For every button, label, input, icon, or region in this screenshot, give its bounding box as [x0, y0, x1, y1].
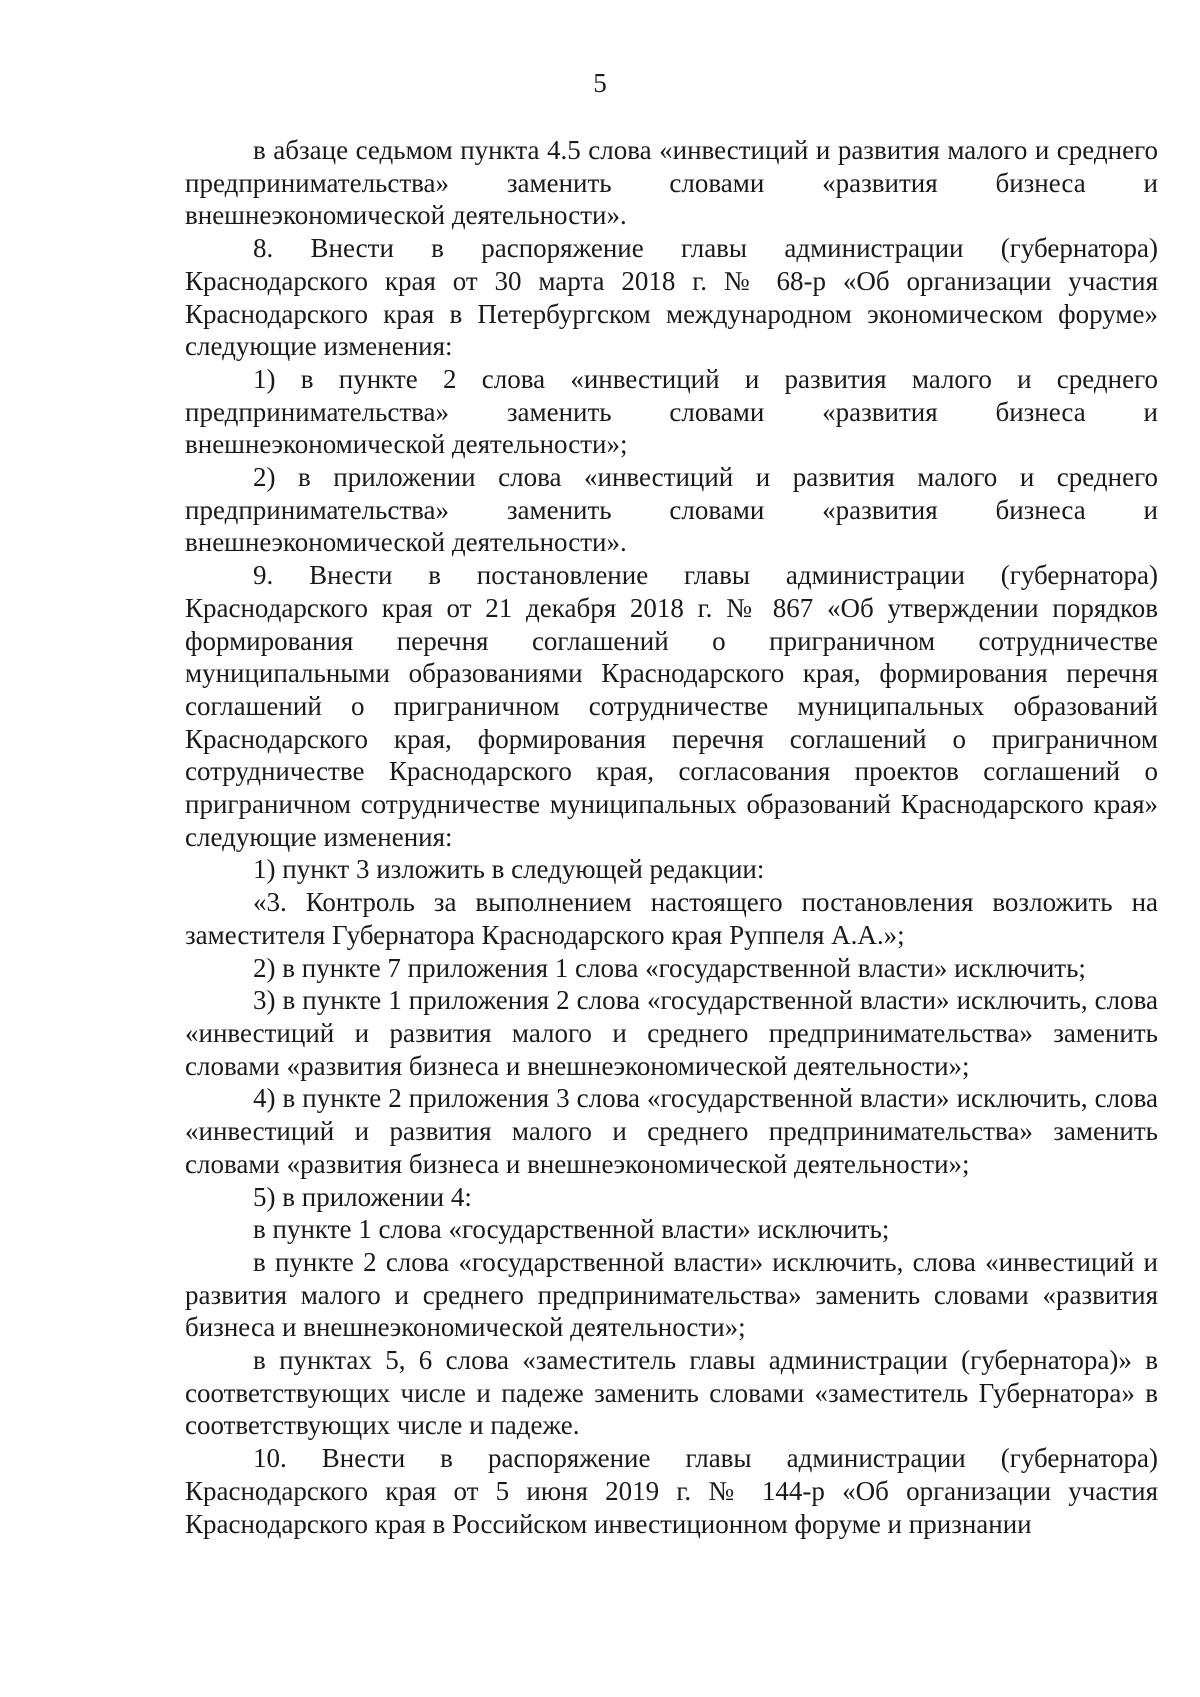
page-number: 5	[593, 68, 607, 98]
paragraph: 2) в пункте 7 приложения 1 слова «государственной власти» исключить;	[253, 952, 1086, 983]
paragraph: 5) в приложении 4:	[253, 1181, 472, 1212]
paragraph: 3) в пункте 1 приложения 2 слова «государственной власти» исключить, слова «инвестиций и развития малого и среднего предпринимательства» заменить словами «развития бизнеса и внешнеэкономической деятельности»;	[185, 985, 1158, 1081]
paragraph: в пункте 2 слова «государственной власти» исключить, слова «инвестиций и развития малого и среднего предпринимательства» заменить словами «развития бизнеса и внешнеэкономической деятельности»;	[185, 1246, 1158, 1343]
paragraph: в пунктах 5, 6 слова «заместитель главы администрации (губернатора)» в соответствующих числе и падеже заменить словами «заместитель Губернатора» в соответствующих числе и падеже.	[185, 1345, 1158, 1441]
paragraph: 9. Внести в постановление главы администрации (губернатора) Краснодарского края от 21 декабря 2018 г. № 867 «Об утверждении порядков формирования перечня соглашений о приграничном сотрудничестве муниципальными образованиями Краснодарского края, формирования перечня соглашений о приграничном сотрудничестве муниципальных образований Краснодарского края, формирования перечня соглашений о приграничном сотрудничестве Краснодарского края, согласования проектов соглашений о приграничном сотрудничестве муниципальных образований Краснодарского края» следующие изменения:	[185, 560, 1158, 852]
paragraph: 10. Внести в распоряжение главы администрации (губернатора) Краснодарского края от 5 июня 2019 г. № 144-р «Об организации участия Краснодарского края в Российском инвестиционном форуме и признании	[185, 1443, 1158, 1539]
document-body	[185, 134, 1158, 1540]
paragraph: 4) в пункте 2 приложения 3 слова «государственной власти» исключить, слова «инвестиций и развития малого и среднего предпринимательства» заменить словами «развития бизнеса и внешнеэкономической деятельности»;	[185, 1083, 1158, 1179]
paragraph: «3. Контроль за выполнением настоящего постановления возложить на заместителя Губернатора Краснодарского края Руппеля А.А.»;	[185, 887, 1158, 950]
paragraph: 8. Внести в распоряжение главы администрации (губернатора) Краснодарского края от 30 марта 2018 г. № 68-р «Об организации участия Краснодарского края в Петербургском международном экономическом форуме» следующие изменения:	[185, 233, 1158, 362]
paragraph: 1) в пункте 2 слова «инвестиций и развития малого и среднего предпринимательства» заменить словами «развития бизнеса и внешнеэкономической деятельности»;	[185, 363, 1158, 460]
paragraph: 1) пункт 3 изложить в следующей редакции:	[253, 854, 765, 885]
paragraph: в пункте 1 слова «государственной власти» исключить;	[253, 1214, 890, 1245]
paragraph: в абзаце седьмом пункта 4.5 слова «инвестиций и развития малого и среднего предпринимательства» заменить словами «развития бизнеса и внешнеэкономической деятельности».	[185, 135, 1158, 231]
paragraph: 2) в приложении слова «инвестиций и развития малого и среднего предпринимательства» заменить словами «развития бизнеса и внешнеэкономической деятельности».	[185, 462, 1158, 558]
